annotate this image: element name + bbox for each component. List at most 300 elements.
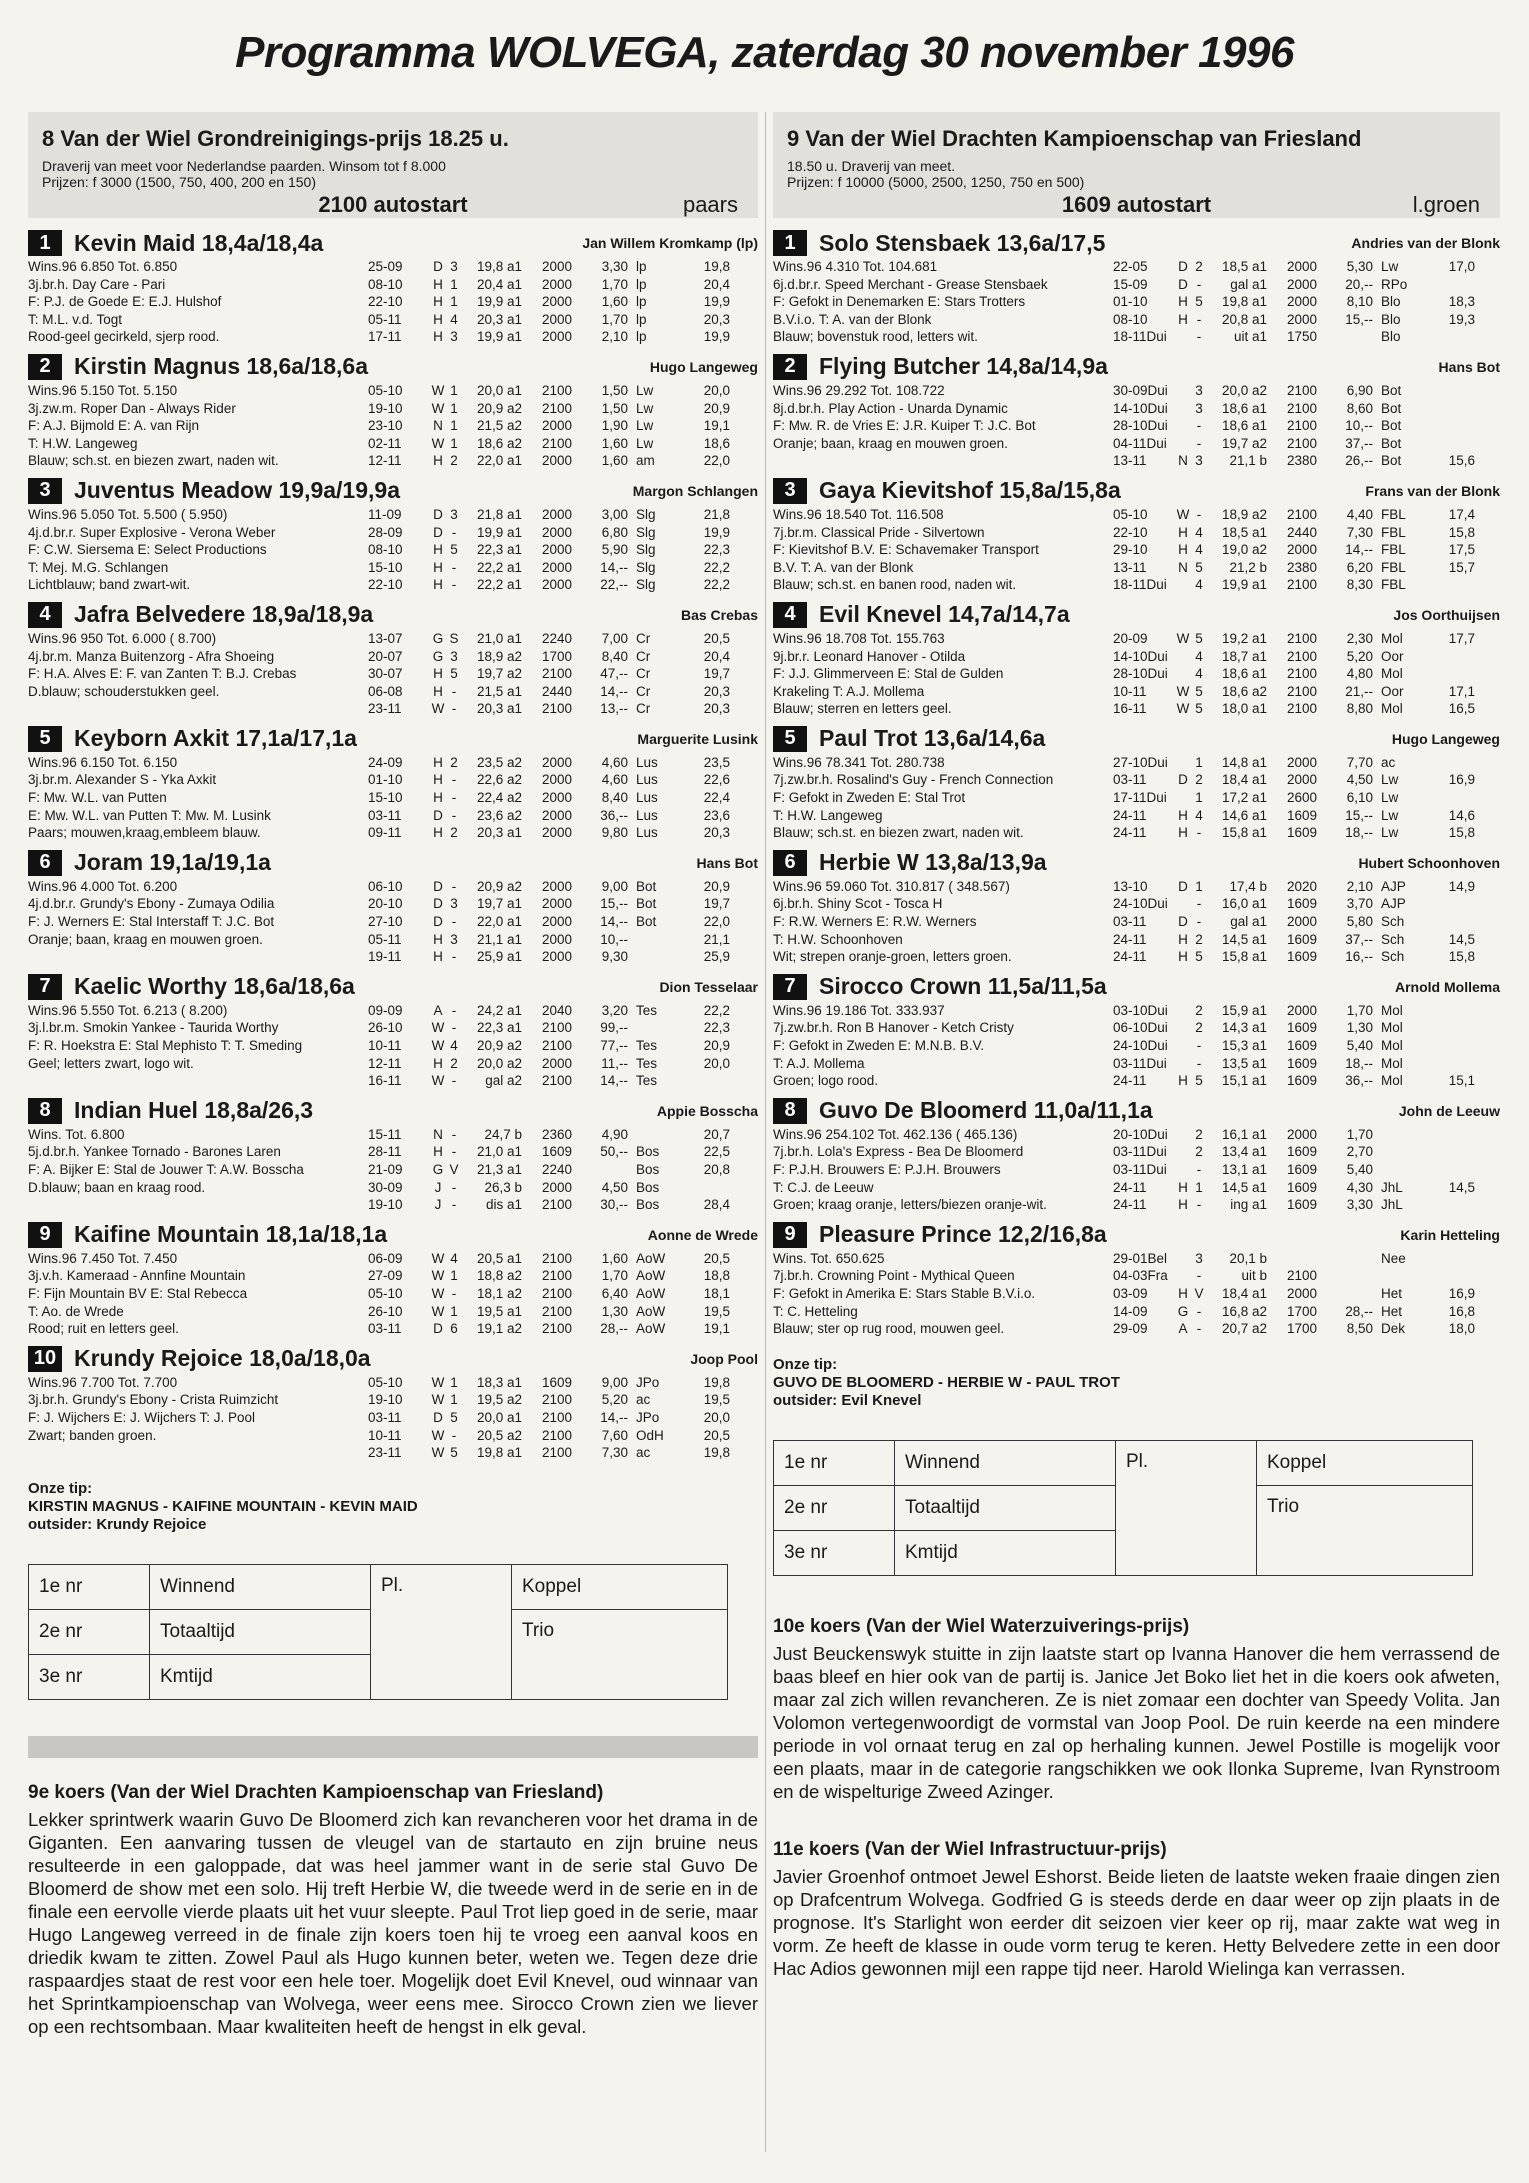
perf-distance: 2000: [1286, 914, 1317, 930]
perf-track: H: [433, 311, 443, 327]
perf-driver: lp: [636, 329, 647, 345]
perf-driver: Slg: [636, 542, 656, 558]
horse-entry: [773, 972, 1500, 1090]
horse-entry: [28, 1096, 758, 1214]
perf-driver: Lw: [1381, 259, 1399, 274]
perf-track: H: [1178, 825, 1188, 841]
horse-info-line: 4j.d.br.r. Super Explosive - Verona Weber: [28, 524, 276, 540]
perf-time: 19,0 a2: [1221, 542, 1267, 558]
perf-driver: Bot: [1381, 400, 1402, 416]
perf-track: D: [1178, 878, 1188, 894]
perf-odds: 1,70: [1346, 1002, 1373, 1018]
perf-place: -: [451, 577, 457, 593]
horse-info-line: Blauw; sch.st. en biezen zwart, naden wit.: [773, 825, 1024, 841]
perf-distance: 2100: [1286, 630, 1317, 646]
bet-cell[interactable]: Kmtijd: [150, 1654, 371, 1699]
perf-time: 20,0 a2: [476, 1055, 522, 1071]
perf-distance: 2000: [541, 453, 572, 469]
perf-driver: Lus: [636, 772, 658, 788]
perf-distance: 2100: [1286, 701, 1317, 717]
perf-time: 21,2 b: [1229, 559, 1267, 575]
perf-date: 04-03Fra: [1113, 1268, 1168, 1284]
perf-kmtime: [1429, 789, 1475, 807]
perf-distance: 1609: [541, 1144, 572, 1160]
perf-row: [1113, 382, 1500, 400]
horse-info-line: T: M.L. v.d. Togt: [28, 311, 123, 327]
perf-time: gal a2: [485, 1073, 522, 1089]
horse-info-line: Blauw; sch.st. en banen rood, naden wit.: [773, 577, 1017, 593]
perf-place: 1: [450, 382, 458, 398]
perf-row: [368, 1427, 758, 1445]
perf-driver: FBL: [1381, 506, 1406, 522]
perf-odds: 1,30: [1346, 1020, 1373, 1036]
perf-odds: 14,--: [600, 1409, 628, 1425]
bet-cell[interactable]: Winnend: [150, 1564, 371, 1609]
race-8-tip: [28, 1480, 758, 1534]
perf-place: 2: [450, 453, 458, 469]
horse-driver: Marguerite Lusink: [637, 730, 758, 747]
race-prizes: Prijzen: f 10000 (5000, 2500, 1250, 750 en 500): [787, 174, 1085, 190]
article-text: Lekker sprintwerk waarin Guvo De Bloomerd zich kan revancheren voor het drama in de Giganten. Een aanvaring tussen de vleugel van de startauto en zijn bruine neus resulteerde in een galoppade, dat was heel jammer want in de serie stal Guvo De Bloomerd de show met een solo. Hij treft Herbie W, die tweede werd in de serie en in de finale een eervolle vierde plaats uit het vuur sleepte. Paul Trot liep goed in de serie, maar Hugo Langeweg verreed in de finale zijn koers toen hij te vroeg een aanval koos en driedik kwam te zitten. Zowel Paul als Hugo kunnen beter, weten we. Tegen deze drie raspaardjes staat de rest voor een hele toer. Mogelijk doet Evil Knevel, oud winnaar van het Sprintkampioenschap van Wolvega, weer eens mee. Sirocco Crown zien we liever op een rechtsombaan. Maar kwaliteiten heeft de hengst in elk geval.: [28, 1808, 758, 2037]
perf-track: [1175, 382, 1191, 400]
perf-distance: 2100: [1286, 648, 1317, 664]
horse-name: Evil Knevel 14,7a/14,7a: [819, 601, 1070, 628]
perf-distance: 2440: [1286, 524, 1317, 540]
horse-info-line: F: Gefokt in Denemarken E: Stars Trotters: [773, 294, 1026, 310]
perf-time: 18,1 a2: [476, 1285, 522, 1301]
perf-place: 6: [450, 1321, 458, 1337]
perf-odds: 4,90: [601, 1126, 628, 1142]
perf-track: H: [433, 949, 443, 965]
perf-odds: 26,--: [1345, 453, 1373, 469]
perf-time: 22,2 a1: [476, 577, 522, 593]
race-8-header: [28, 112, 758, 218]
perf-driver: FBL: [1381, 559, 1406, 575]
perf-track: W: [1176, 630, 1190, 646]
perf-row: [1113, 400, 1500, 418]
perf-track: H: [433, 754, 443, 770]
horse-info-line: Wins.96 19.186 Tot. 333.937: [773, 1002, 945, 1018]
perf-odds: 20,--: [1345, 276, 1373, 292]
perf-track: H: [433, 542, 443, 558]
perf-row: [1113, 559, 1500, 577]
perf-distance: 2000: [1286, 276, 1317, 292]
horse-info-line: Wins.96 4.000 Tot. 6.200: [28, 878, 178, 894]
perf-driver: Bos: [636, 1197, 660, 1213]
perf-driver: OdH: [636, 1427, 664, 1443]
perf-driver: [1373, 1143, 1429, 1161]
perf-track: [1175, 1161, 1191, 1179]
perf-distance: 2360: [541, 1126, 572, 1142]
perf-date: 03-11: [1113, 914, 1147, 930]
perf-driver: Lw: [1381, 825, 1399, 841]
perf-time: 21,0 a1: [476, 1144, 522, 1160]
perf-row: [368, 293, 758, 311]
horse-info: [28, 1126, 368, 1214]
perf-date: 05-10: [368, 1285, 403, 1301]
perf-driver: Slg: [636, 559, 656, 575]
perf-track: H: [1178, 931, 1188, 947]
perf-kmtime: 19,8: [703, 1445, 730, 1461]
horse-name: Herbie W 13,8a/13,9a: [819, 849, 1047, 876]
perf-row: [1113, 258, 1500, 276]
perf-odds: 47,--: [600, 666, 628, 682]
perf-odds: 77,--: [600, 1038, 628, 1053]
perf-place: 1: [450, 1268, 458, 1284]
perf-time: 17,2 a1: [1221, 790, 1267, 806]
bet-cell[interactable]: Kmtijd: [895, 1530, 1116, 1575]
perf-odds: 5,80: [1346, 914, 1373, 930]
perf-row: [1113, 1072, 1500, 1090]
bet-cell[interactable]: Trio: [1257, 1485, 1473, 1575]
perf-row: [368, 1072, 758, 1090]
perf-track: [1175, 328, 1191, 346]
perf-row: [368, 435, 758, 453]
perf-time: 19,8 a1: [476, 1445, 522, 1461]
horse-number: 5: [773, 726, 807, 752]
perf-distance: 1609: [1286, 896, 1317, 912]
perf-track: D: [1178, 259, 1188, 274]
perf-kmtime: 14,5: [1448, 931, 1475, 947]
perf-kmtime: 19,7: [703, 666, 730, 682]
horse-performances: [368, 630, 758, 718]
bet-cell[interactable]: Koppel: [512, 1564, 728, 1609]
perf-track: W: [431, 1427, 445, 1443]
perf-time: 15,3 a1: [1221, 1038, 1267, 1053]
horse-driver: Margon Schlangen: [632, 482, 758, 499]
perf-kmtime: [1429, 1055, 1475, 1073]
horse-info-line: D.blauw; schouderstukken geel.: [28, 683, 220, 699]
perf-track: W: [431, 1073, 445, 1089]
bet-cell: 1e nr: [774, 1440, 895, 1485]
horse-info-line: F: P.J. de Goede E: E.J. Hulshof: [28, 294, 222, 310]
perf-driver: Cr: [636, 683, 651, 699]
perf-distance: 2100: [541, 1392, 572, 1408]
horse-info: [773, 258, 1113, 346]
perf-distance: 2000: [1286, 754, 1317, 770]
perf-odds: 1,60: [601, 1250, 628, 1266]
article-text: Just Beuckenswyk stuitte in zijn laatste start op Ivanna Hanover die hem verrassend de baas bleef en hier ook van de partij is. Janice Jet Boko liet het in die koers ook afweten, maar zal zich willen revancheren. Ze is niet zomaar een dochter van Speedy Volita. Jan Volomon vertegenwoordigt de vormstal van Joop Pool. De ruin keerde na een mindere periode in vol ornaat terug en zal op herhaling kunnen. Jewel Postille is mogelijk voor een plaats, maar in de categorie rangschikken we ook Ilonka Supreme, Ivan Rynstroom en de wispelturige Zweed Azinger.: [773, 1642, 1500, 1802]
perf-kmtime: 17,7: [1448, 630, 1475, 646]
perf-time: 22,2 a1: [476, 559, 522, 575]
perf-date: 13-10: [1113, 878, 1148, 894]
horse-entry: [28, 600, 758, 718]
horse-driver: Andries van der Blonk: [1351, 235, 1500, 251]
perf-date: 05-10: [368, 382, 403, 398]
perf-odds: 8,30: [1346, 577, 1373, 593]
perf-driver: Slg: [636, 577, 656, 593]
perf-odds: 3,30: [1346, 1197, 1373, 1213]
perf-place: V: [1194, 1285, 1204, 1301]
horse-driver: Karin Hetteling: [1400, 1226, 1500, 1243]
perf-place: -: [1196, 1321, 1202, 1337]
perf-track: J: [434, 1179, 442, 1195]
horse-number: 6: [773, 850, 807, 876]
perf-place: 4: [1195, 666, 1203, 682]
bet-cell[interactable]: Trio: [512, 1609, 728, 1699]
perf-date: 09-11: [368, 825, 402, 841]
perf-driver: FBL: [1381, 524, 1406, 540]
horse-number: 9: [773, 1222, 807, 1248]
perf-time: uit a1: [1233, 329, 1267, 345]
perf-row: [1113, 1019, 1500, 1037]
perf-kmtime: 22,0: [703, 453, 730, 469]
horse-info-line: F: Mw. W.L. van Putten: [28, 790, 167, 806]
horse-entry: [773, 600, 1500, 718]
perf-track: H: [1178, 524, 1188, 540]
perf-place: -: [1196, 1161, 1202, 1177]
perf-place: 4: [1195, 577, 1203, 593]
bet-cell[interactable]: Pl.: [1116, 1440, 1257, 1575]
perf-odds: 7,30: [1346, 524, 1373, 540]
horse-name: Flying Butcher 14,8a/14,9a: [819, 353, 1108, 380]
perf-date: 20-10: [368, 896, 403, 912]
horse-driver: Dion Tesselaar: [659, 978, 758, 995]
perf-odds: 9,80: [601, 825, 628, 841]
race-title: 9 Van der Wiel Drachten Kampioenschap van Friesland: [787, 126, 1362, 151]
perf-row: [1113, 311, 1500, 329]
horse-entry: [773, 476, 1500, 594]
perf-driver: Bot: [1381, 453, 1402, 469]
horse-info-line: Wins.96 29.292 Tot. 108.722: [773, 382, 945, 398]
perf-driver: [1373, 1161, 1429, 1179]
perf-time: 15,1 a1: [1221, 1073, 1267, 1089]
perf-row: [1113, 700, 1500, 718]
perf-driver: ac: [1381, 754, 1396, 770]
perf-time: 24,7 b: [484, 1126, 522, 1142]
perf-kmtime: [1429, 400, 1475, 418]
perf-date: 30-09: [368, 1179, 403, 1195]
perf-row: [368, 948, 758, 966]
perf-driver: Cr: [636, 648, 651, 664]
perf-time: 21,8 a1: [476, 506, 522, 522]
perf-date: 20-07: [368, 648, 403, 664]
perf-time: 21,5 a2: [476, 418, 522, 434]
perf-date: 17-11Dui: [1113, 790, 1167, 806]
perf-driver: Lw: [636, 400, 654, 416]
perf-odds: 4,80: [1346, 666, 1373, 682]
perf-distance: 2000: [1286, 1285, 1317, 1301]
bet-cell[interactable]: Pl.: [371, 1564, 512, 1699]
perf-odds: 14,--: [1345, 542, 1373, 558]
race-8-horse-list: [28, 228, 758, 1462]
perf-kmtime: 14,6: [1448, 807, 1475, 823]
perf-date: 24-11: [1113, 807, 1147, 823]
horse-number: 6: [28, 850, 62, 876]
perf-kmtime: 19,5: [703, 1392, 730, 1408]
perf-distance: 2000: [541, 931, 572, 947]
perf-track: [1175, 1250, 1191, 1268]
bet-cell[interactable]: Totaaltijd: [895, 1485, 1116, 1530]
perf-date: 03-11: [1113, 772, 1147, 788]
perf-kmtime: 22,3: [703, 1020, 730, 1036]
perf-distance: 1609: [541, 1374, 572, 1390]
perf-odds: 37,--: [1345, 435, 1373, 451]
perf-date: 06-08: [368, 683, 403, 699]
perf-time: 22,0 a1: [476, 453, 522, 469]
perf-odds: 36,--: [600, 807, 628, 823]
horse-number: 2: [28, 354, 62, 380]
perf-distance: 2000: [541, 524, 572, 540]
perf-driver: Blo: [1381, 311, 1401, 327]
perf-date: 14-09: [1113, 1303, 1148, 1319]
perf-kmtime: [684, 1179, 730, 1197]
perf-row: [368, 452, 758, 470]
perf-odds: 10,--: [1345, 418, 1373, 434]
perf-time: 18,8 a2: [476, 1268, 522, 1284]
perf-row: [368, 1250, 758, 1268]
perf-row: [368, 1126, 758, 1144]
perf-odds: 14,--: [600, 559, 628, 575]
bet-cell[interactable]: Totaaltijd: [150, 1609, 371, 1654]
race-title: 8 Van der Wiel Grondreinigings-prijs 18.25 u.: [42, 126, 509, 151]
perf-place: 2: [1195, 1144, 1203, 1160]
horse-info-line: T: C.J. de Leeuw: [773, 1179, 874, 1195]
horse-info-line: F: Gefokt in Zweden E: M.N.B. B.V.: [773, 1038, 985, 1053]
perf-row: [368, 576, 758, 594]
perf-kmtime: 22,2: [703, 559, 730, 575]
perf-track: N: [1178, 453, 1188, 469]
perf-driver: Tes: [636, 1038, 658, 1053]
perf-time: 21,5 a1: [476, 683, 522, 699]
perf-place: 1: [450, 435, 458, 451]
perf-date: 03-11Dui: [1113, 1055, 1167, 1071]
perf-track: [1175, 1267, 1191, 1285]
perf-kmtime: 22,6: [703, 772, 730, 788]
perf-odds: 4,50: [601, 1179, 628, 1195]
perf-time: 19,9 a1: [476, 294, 522, 310]
perf-row: [1113, 1002, 1500, 1020]
perf-distance: 2000: [541, 311, 572, 327]
perf-distance: 2100: [541, 666, 572, 682]
horse-info: [28, 1250, 368, 1338]
horse-driver: Frans van der Blonk: [1365, 482, 1500, 499]
perf-driver: lp: [636, 311, 647, 327]
perf-distance: 2380: [1286, 453, 1317, 469]
perf-driver: Blo: [1381, 294, 1401, 310]
perf-place: 5: [1195, 559, 1203, 575]
horse-info-line: B.V. T: A. van der Blonk: [773, 559, 914, 575]
perf-driver: Tes: [636, 1055, 658, 1071]
perf-row: [368, 1267, 758, 1285]
perf-kmtime: 19,8: [703, 259, 730, 274]
perf-kmtime: 20,5: [703, 1427, 730, 1443]
perf-odds: 14,--: [600, 914, 628, 930]
perf-date: 15-11: [368, 1126, 402, 1142]
perf-date: 16-11: [1113, 701, 1147, 717]
perf-date: 19-10: [368, 1197, 403, 1213]
perf-date: 24-11: [1113, 1179, 1147, 1195]
perf-driver: Slg: [636, 524, 656, 540]
perf-place: 2: [450, 1055, 458, 1071]
perf-kmtime: 20,5: [703, 630, 730, 646]
perf-place: 1: [1195, 1179, 1203, 1195]
horse-info-line: Paars; mouwen,kraag,embleem blauw.: [28, 825, 261, 841]
perf-kmtime: [1429, 1143, 1475, 1161]
perf-date: 03-11: [368, 1409, 402, 1425]
horse-info-line: Groen; kraag oranje, letters/biezen oranje-wit.: [773, 1197, 1047, 1213]
horse-performances: [368, 258, 758, 346]
perf-kmtime: 18,0: [1448, 1321, 1475, 1337]
perf-row: [1113, 895, 1500, 913]
perf-driver: Oor: [1381, 683, 1404, 699]
perf-driver: Cr: [636, 701, 651, 717]
horse-info-line: Wins.96 254.102 Tot. 462.136 ( 465.136): [773, 1126, 1018, 1142]
perf-distance: 1609: [1286, 1161, 1317, 1177]
perf-time: 18,4 a1: [1221, 1285, 1267, 1301]
horse-info-line: Lichtblauw; band zwart-wit.: [28, 577, 191, 593]
horse-info-line: T: H.W. Langeweg: [773, 807, 883, 823]
perf-driver: Slg: [636, 506, 656, 522]
bet-cell[interactable]: Winnend: [895, 1440, 1116, 1485]
perf-time: 20,3 a1: [476, 311, 522, 327]
horse-number: 10: [28, 1346, 62, 1372]
perf-kmtime: 20,3: [703, 311, 730, 327]
horse-info-line: F: P.J.H. Brouwers E: P.J.H. Brouwers: [773, 1161, 1001, 1177]
perf-row: [368, 417, 758, 435]
perf-kmtime: 20,4: [703, 648, 730, 664]
perf-driver: Tes: [636, 1002, 658, 1018]
perf-row: [1113, 506, 1500, 524]
perf-kmtime: [1429, 913, 1475, 931]
horse-info-line: T: A.J. Mollema: [773, 1055, 865, 1071]
perf-track: H: [433, 1055, 443, 1071]
perf-distance: 2000: [1286, 1126, 1317, 1142]
perf-date: 21-09: [368, 1161, 403, 1177]
perf-row: [1113, 824, 1500, 842]
horse-info-line: Wins.96 59.060 Tot. 310.817 ( 348.567): [773, 878, 1010, 894]
perf-distance: 2100: [541, 435, 572, 451]
perf-distance: 1700: [1286, 1321, 1317, 1337]
horse-info-line: F: J. Werners E: Stal Interstaff T: J.C. Bot: [28, 914, 275, 930]
horse-driver: Hugo Langeweg: [649, 358, 758, 375]
perf-odds: 1,70: [1346, 1126, 1373, 1142]
horse-performances: [1113, 630, 1500, 718]
perf-row: [1113, 1196, 1500, 1214]
perf-odds: 1,60: [601, 453, 628, 469]
perf-distance: 1609: [1286, 1038, 1317, 1053]
perf-kmtime: [1429, 1019, 1475, 1037]
perf-driver: Mol: [1381, 630, 1403, 646]
perf-track: H: [433, 329, 443, 345]
perf-place: 5: [1195, 949, 1203, 965]
article-text: Javier Groenhof ontmoet Jewel Eshorst. Beide lieten de laatste weken fraaie dingen zien op Drafcentrum Wolvega. Godfried G is steeds derde en daar weer op zijn plaats in de prognose. It's Starlight won eerder dit seizoen vier keer op rij, maar zakte wat weg in vorm. Ze heeft de klasse in oude vorm terug te keren. Hetty Belvedere zette in een door Hac Adios gewonnen mijl een rappe tijd neer. Harold Wielinga kan verrassen.: [773, 1865, 1500, 1979]
perf-distance: 2000: [1286, 311, 1317, 327]
perf-odds: 1,50: [601, 400, 628, 416]
perf-place: -: [451, 524, 457, 540]
perf-track: H: [433, 453, 443, 469]
horse-number: 7: [773, 974, 807, 1000]
perf-driver: Bot: [1381, 418, 1402, 434]
perf-time: 24,2 a1: [476, 1002, 522, 1018]
perf-odds: 30,--: [600, 1197, 628, 1213]
article-title: 10e koers (Van der Wiel Waterzuiverings-prijs): [773, 1615, 1190, 1637]
perf-distance: 1609: [1286, 807, 1317, 823]
horse-info-line: T: H.W. Langeweg: [28, 435, 138, 451]
perf-kmtime: 18,1: [703, 1285, 730, 1301]
horse-info-line: Wins.96 6.150 Tot. 6.150: [28, 754, 178, 770]
horse-info-line: D.blauw; baan en kraag rood.: [28, 1179, 206, 1195]
perf-time: 14,8 a1: [1221, 754, 1267, 770]
perf-driver: [628, 1019, 684, 1037]
bet-cell[interactable]: Koppel: [1257, 1440, 1473, 1485]
perf-odds: 6,10: [1346, 790, 1373, 806]
perf-distance: 2100: [541, 1285, 572, 1301]
perf-driver: Cr: [636, 666, 651, 682]
perf-distance: 2000: [541, 418, 572, 434]
perf-track: D: [1178, 276, 1188, 292]
tip-label: Onze tip:: [28, 1479, 93, 1497]
